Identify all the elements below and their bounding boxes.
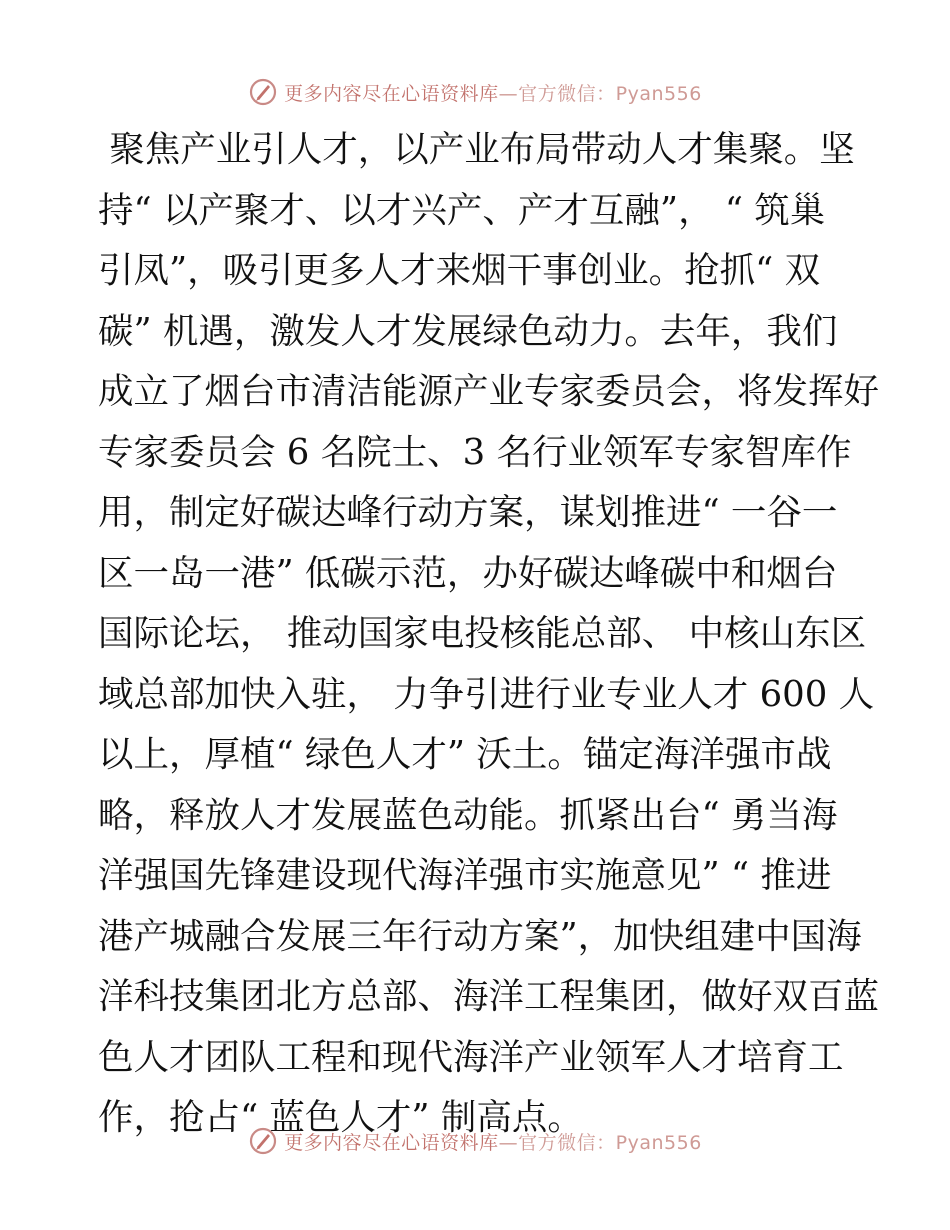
text-line-content: 作，抢占“ 蓝色人才” 制高点。 bbox=[98, 1097, 583, 1138]
text-line bbox=[98, 302, 858, 363]
watermark-text bbox=[284, 79, 702, 106]
text-line-content: 区一岛一港” 低碳示范，办好碳达峰碳中和烟台 bbox=[98, 552, 838, 594]
document-body bbox=[98, 120, 880, 1149]
text-line-content: 持“ 以产聚才、以才兴产、产才互融”， “ 筑巢 bbox=[98, 189, 826, 231]
watermark-text bbox=[284, 1128, 702, 1155]
text-line bbox=[98, 604, 867, 665]
text-line-content: 专家委员会 6 名院士、3 名行业领军专家智库作 bbox=[98, 431, 852, 473]
text-line-content: 碳” 机遇，激发人才发展绿色动力。去年，我们 bbox=[98, 310, 838, 352]
text-line bbox=[98, 181, 858, 242]
text-line-content: 聚焦产业引人才，以产业布局带动人才集聚。坚 bbox=[98, 129, 855, 170]
text-line-content: 洋科技集团北方总部、海洋工程集团，做好双百蓝 bbox=[98, 976, 880, 1017]
text-line bbox=[98, 1028, 858, 1089]
watermark-contact: —官方微信：Pyan556 bbox=[498, 1131, 702, 1154]
text-line-content: 略，释放人才发展蓝色动能。抓紧出台“ 勇当海 bbox=[98, 794, 838, 836]
text-line bbox=[98, 241, 858, 302]
text-line bbox=[98, 120, 858, 181]
text-line bbox=[98, 665, 875, 726]
header-watermark bbox=[0, 72, 950, 112]
text-line-content: 引凤”，吸引更多人才来烟干事创业。抢抓“ 双 bbox=[98, 250, 821, 291]
text-line-content: 洋强国先锋建设现代海洋强市实施意见” “ 推进 bbox=[98, 855, 832, 896]
text-line bbox=[98, 423, 858, 484]
text-line-content: 域总部加快入驻， 力争引进行业专业人才 600 人 bbox=[98, 673, 875, 715]
text-line bbox=[98, 544, 858, 605]
text-line-content: 成立了烟台市清洁能源产业专家委员会，将发挥好 bbox=[98, 371, 880, 412]
text-line-content: 色人才团队工程和现代海洋产业领军人才培育工 bbox=[98, 1036, 844, 1078]
text-line-content: 用，制定好碳达峰行动方案，谋划推进“ 一谷一 bbox=[98, 492, 838, 533]
watermark-contact: —官方微信：Pyan556 bbox=[498, 82, 702, 105]
watermark-brand: 更多内容尽在心语资料库 bbox=[284, 1131, 499, 1154]
quill-pen-circle-icon bbox=[248, 77, 278, 107]
watermark-brand: 更多内容尽在心语资料库 bbox=[284, 82, 499, 105]
text-line bbox=[98, 786, 858, 847]
text-line-content: 以上，厚植“ 绿色人才” 沃土。锚定海洋强市战 bbox=[98, 734, 832, 775]
footer-watermark bbox=[0, 1121, 950, 1161]
text-line bbox=[98, 362, 880, 423]
text-line bbox=[98, 907, 862, 968]
text-line-content: 国际论坛， 推动国家电投核能总部、 中核山东区 bbox=[98, 613, 867, 654]
quill-pen-circle-icon bbox=[248, 1126, 278, 1156]
text-line-content: 港产城融合发展三年行动方案”，加快组建中国海 bbox=[98, 915, 862, 957]
text-line bbox=[98, 967, 880, 1028]
text-line bbox=[98, 483, 858, 544]
text-line bbox=[98, 725, 858, 786]
text-line bbox=[98, 846, 858, 907]
